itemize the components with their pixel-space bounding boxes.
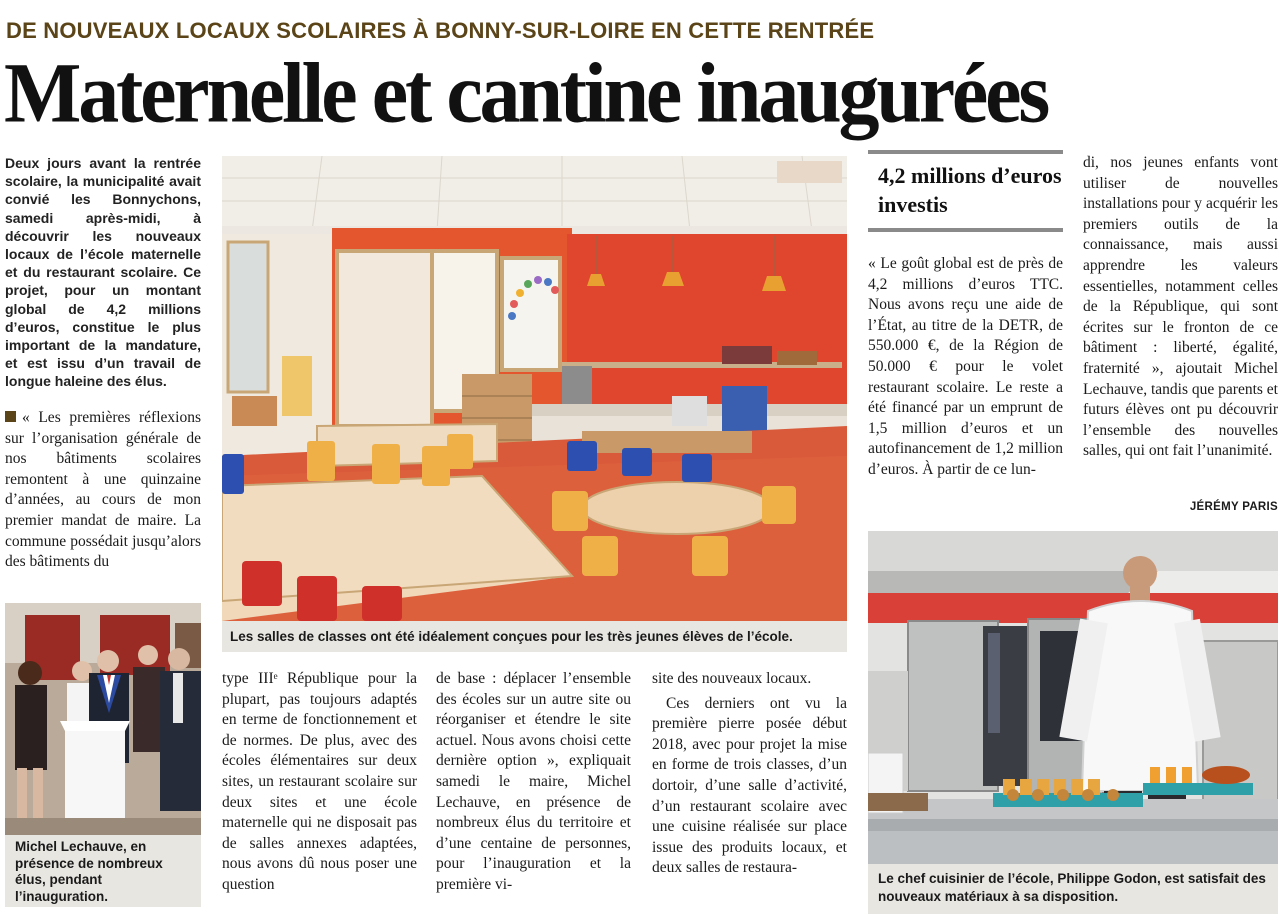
inauguration-photo <box>5 603 201 835</box>
paragraph-square-icon <box>5 411 16 422</box>
byline: JÉRÉMY PARIS <box>1189 501 1278 513</box>
body-column-3: de base : déplacer l’ensemble des écoles sur un autre site ou réorganiser et étendre le site actuel. Nous avons choisi cette dernière option », expliquait samedi le maire, Michel Lechauve, en présence de nombreux élus du territoire et d’une centaine de personnes, pour l’inauguration et la première vi- <box>436 670 631 893</box>
lead-paragraph: Deux jours avant la rentrée scolaire, la municipalité avait convié les Bonnychons, samedi après-midi, à découvrir les nouveaux locaux de l’école maternelle et du restaurant scolaire. Ce projet, pour un montant global de 4,2 millions d’euros, constitue le plus important de la mandature, et est issu d’un travail de longue haleine des élus. <box>5 155 201 390</box>
body-text-1: « Les premières réflexions sur l’organisation générale de nos bâtiments scolaires remontent à une quinzaine d’années, au cours de mon premier mandat de maire. La commune possédait jusqu’alors des bâtiments du <box>5 409 201 571</box>
body-text-4b: Ces derniers ont vu la première pierre posée début 2018, avec pour projet la mise en forme de trois classes, d’un dortoir, d’une salle d’activité, d’un restaurant scolaire avec une cuisine réalisée sur place issue des produits locaux, et deux salles de restaura- <box>652 694 847 877</box>
kicker: DE NOUVEAUX LOCAUX SCOLAIRES À BONNY-SUR-LOIRE EN CETTE RENTRÉE <box>6 18 875 43</box>
body-column-4 <box>652 669 847 879</box>
box-bottom-rule <box>868 228 1063 232</box>
headline: Maternelle et cantine inaugurées <box>4 44 1048 141</box>
classroom-illustration <box>222 156 847 621</box>
inauguration-caption: Michel Lechauve, en présence de nombreux élus, pendant l’inauguration. <box>5 835 201 907</box>
body-column-6: di, nos jeunes enfants vont utiliser de nouvelles installations pour y acquérir les premiers outils de la connaissance, mais aussi apprendre les valeurs essentielles, notamment celles de la République, qui sont écrites sur le fronton de ce bâtiment : liberté, égalité, fraternité », ajoutait Michel Lechauve, tandis que parents et futurs élèves ont pu découvrir l’ensemble des nouvelles salles, qui ont fait l’unanimité. <box>1083 154 1278 460</box>
classroom-photo <box>222 156 847 621</box>
inauguration-illustration <box>5 603 201 835</box>
box-title: 4,2 millions d’euros investis <box>878 163 1062 217</box>
box-top-rule <box>868 150 1063 154</box>
kitchen-illustration <box>868 531 1278 864</box>
body-text-4a: site des nouveaux locaux. <box>652 670 812 687</box>
chef-caption: Le chef cuisinier de l’école, Philippe Godon, est satisfait des nouveaux matériaux à sa disposition. <box>868 864 1278 914</box>
classroom-caption: Les salles de classes ont été idéalement conçues pour les très jeunes élèves de l’école. <box>222 621 847 652</box>
body-column-2: type IIIᵉ République pour la plupart, pas toujours adaptés en terme de fonctionnement et de normes. De plus, avec des écoles élémentaires sur deux sites, un restaurant scolaire sur deux sites et une école maternelle qui ne disposait pas de salles annexes adaptées, nous avons dû nous poser une question <box>222 670 417 893</box>
body-column-1 <box>5 408 201 573</box>
chef-photo <box>868 531 1278 864</box>
body-column-5: « Le goût global est de près de 4,2 millions d’euros TTC. Nous avons reçu une aide de l’État, au titre de la DETR, de 550.000 €, de la Région de 50.000 € pour le volet restaurant scolaire. Le reste a été financé par un emprunt de 1,5 million d’euros et un autofinancement de 1,2 million d’euros. À partir de ce lun- <box>868 255 1063 478</box>
